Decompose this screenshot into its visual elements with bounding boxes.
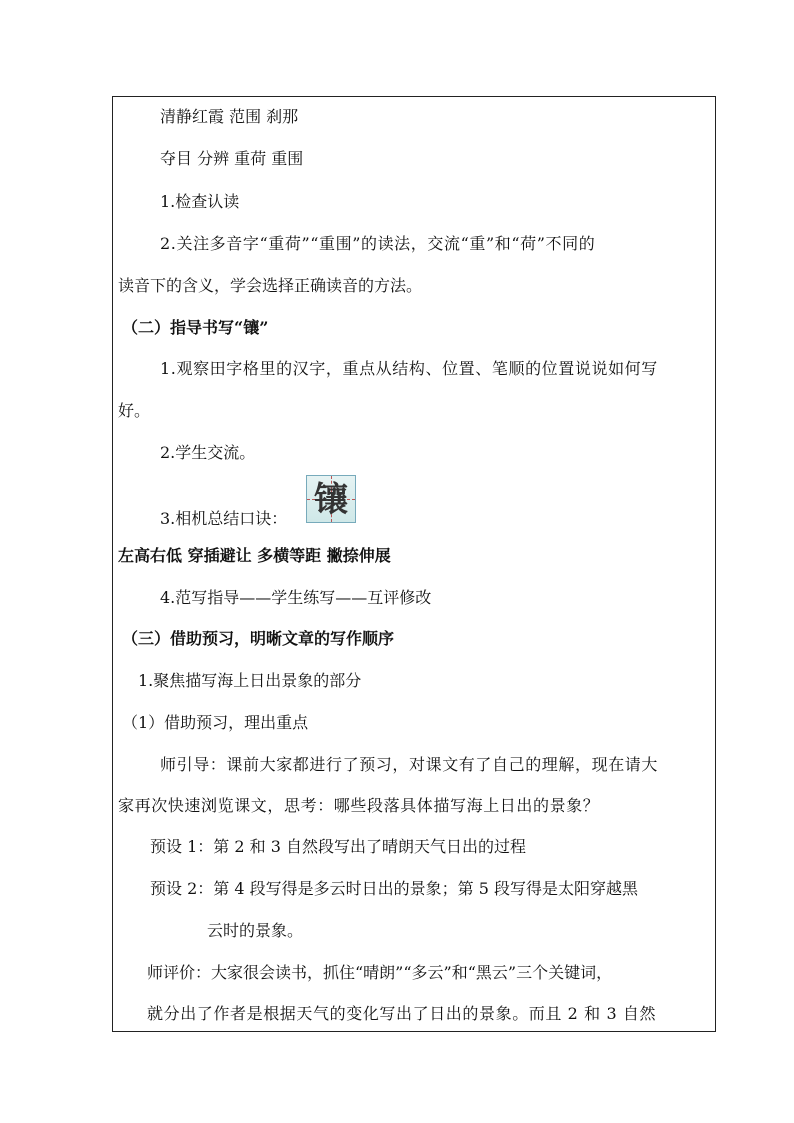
section-heading-2: （二）指导书写“镶” <box>122 318 269 337</box>
character-grid-image <box>306 475 356 523</box>
step-observe-line-1: 1.观察田字格里的汉字，重点从结构、位置、笔顺的位置说说如何写 <box>160 359 658 378</box>
preset-1: 预设 1：第 2 和 3 自然段写出了晴朗天气日出的过程 <box>150 837 526 856</box>
preset-2-line-2: 云时的景象。 <box>207 921 304 940</box>
teacher-guide-line-2: 家再次快速浏览课文，思考：哪些段落具体描写海上日出的景象？ <box>118 796 600 815</box>
step-focus-sunrise: 1.聚焦描写海上日出景象的部分 <box>138 671 362 690</box>
preset-2-line-1: 预设 2：第 4 段写得是多云时日出的景象；第 5 段写得是太阳穿越黑 <box>150 879 638 898</box>
teacher-comment-line-1: 师评价：大家很会读书，抓住“晴朗”“多云”和“黑云”三个关键词， <box>147 963 613 982</box>
character-glyph: 镶 <box>314 480 348 520</box>
vocab-line-1: 清静红霞 范围 刹那 <box>160 107 299 126</box>
step-model-writing: 4.范写指导——学生练写——互评修改 <box>160 588 432 607</box>
step-students-discuss: 2.学生交流。 <box>160 443 256 462</box>
section-heading-3: （三）借助预习，明晰文章的写作顺序 <box>122 629 395 648</box>
step-observe-line-2: 好。 <box>118 401 151 420</box>
step-polyphone-line-1: 2.关注多音字“重荷”“重围”的读法，交流“重”和“荷”不同的 <box>160 234 596 253</box>
step-summarize-rhyme: 3.相机总结口诀： <box>160 509 288 528</box>
vocab-line-2: 夺目 分辨 重荷 重围 <box>160 149 304 168</box>
teacher-comment-line-2: 就分出了作者是根据天气的变化写出了日出的景象。而且 2 和 3 自然 <box>147 1004 657 1023</box>
step-polyphone-line-2: 读音下的含义，学会选择正确读音的方法。 <box>118 276 423 295</box>
writing-rhyme: 左高右低 穿插避让 多横等距 撇捺伸展 <box>118 546 391 565</box>
teacher-guide-line-1: 师引导：课前大家都进行了预习，对课文有了自己的理解，现在请大 <box>160 755 659 774</box>
step-check-reading: 1.检查认读 <box>160 192 240 211</box>
step-preview-key-points: （1）借助预习，理出重点 <box>122 713 309 732</box>
